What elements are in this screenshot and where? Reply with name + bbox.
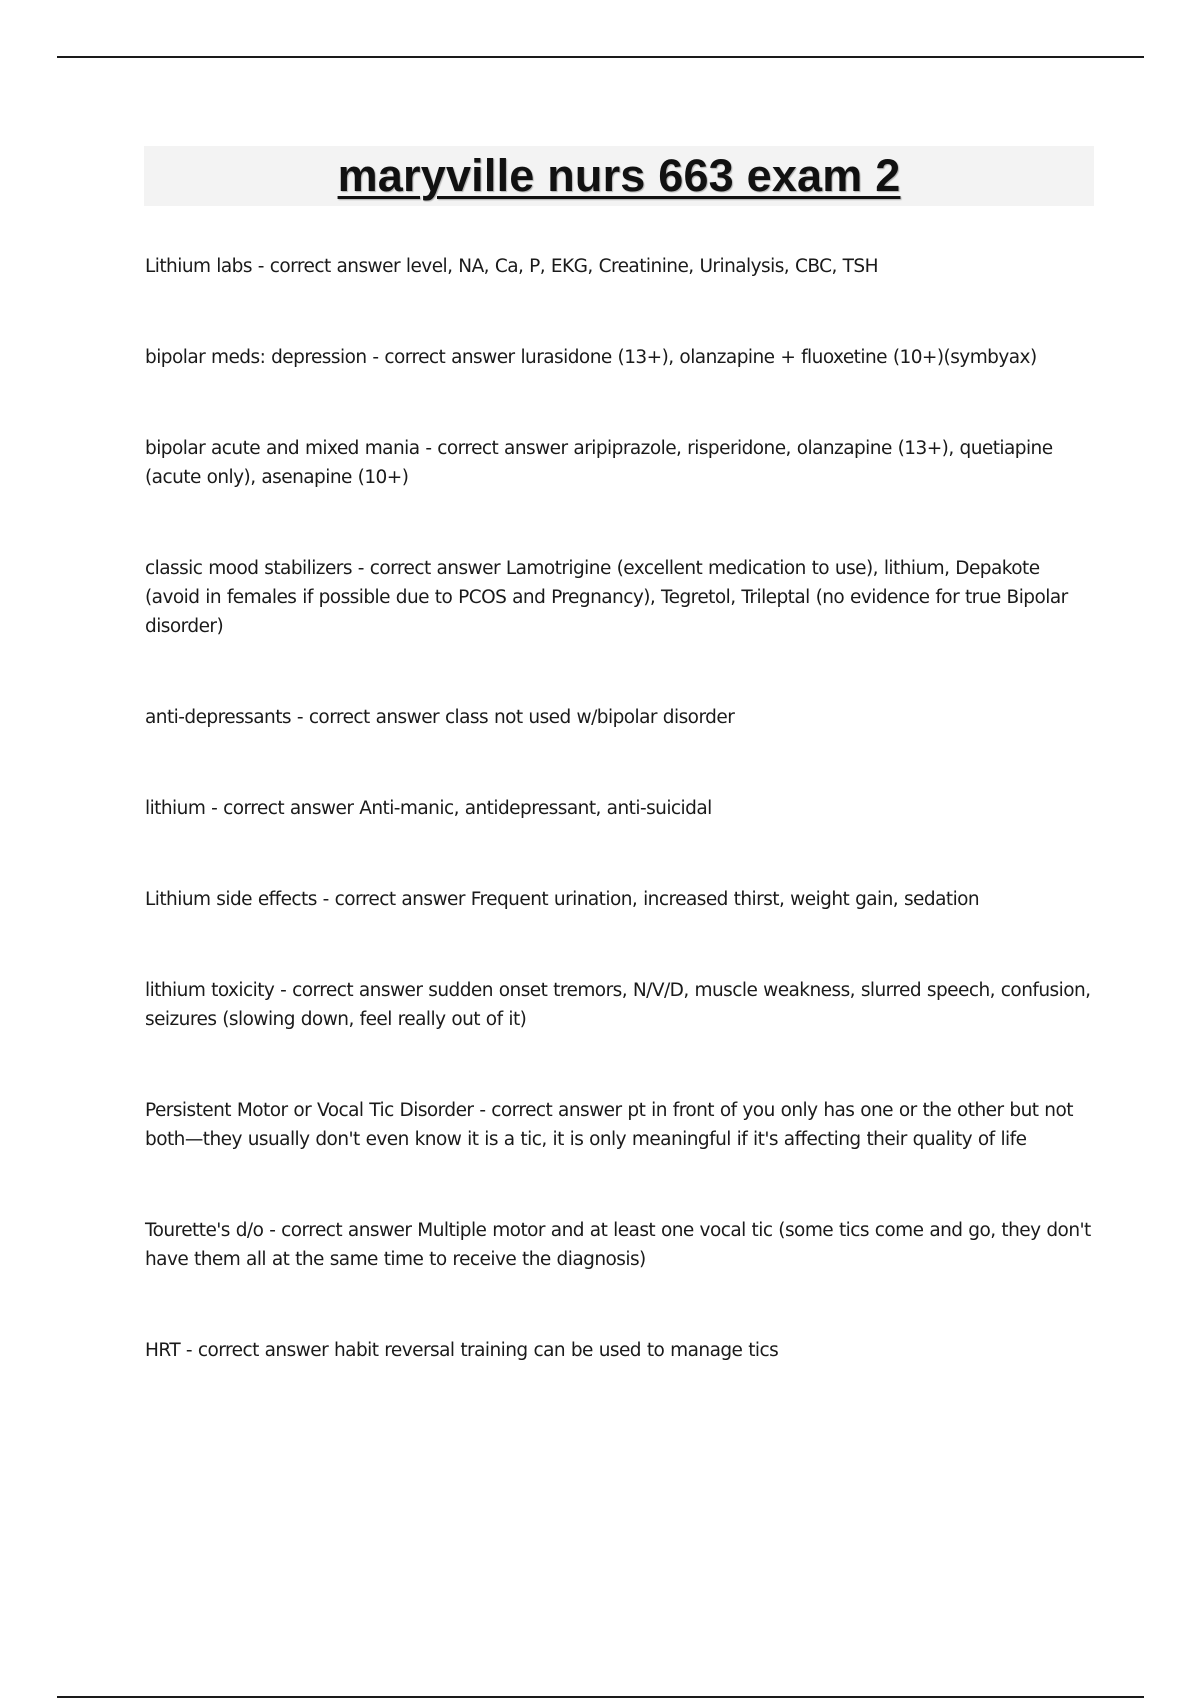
entry-answer: Multiple motor and at least one vocal tic (some tics come and go, they don't have them all at the same time to receive the diagnosis)	[145, 1220, 1091, 1270]
answer-marker: correct answer	[197, 1340, 329, 1361]
answer-marker: correct answer	[437, 438, 568, 459]
entry-answer: class not used w/bipolar disorder	[444, 707, 735, 728]
entry-term: bipolar meds: depression	[145, 347, 367, 368]
answer-marker: correct answer	[384, 347, 515, 368]
flashcard-entry	[145, 554, 1095, 641]
entry-answer: lurasidone (13+), olanzapine + fluoxetine (10+)(symbyax)	[520, 347, 1037, 368]
answer-marker: correct answer	[281, 1220, 412, 1241]
flashcard-entry	[145, 434, 1095, 492]
top-rule	[57, 56, 1144, 58]
entry-term: bipolar acute and mixed mania	[145, 438, 420, 459]
entry-term: classic mood stabilizers	[145, 558, 352, 579]
flashcard-entry	[145, 703, 1095, 732]
entry-answer: Lamotrigine (excellent medication to use), lithium, Depakote (avoid in females if possible due to PCOS and Pregnancy), Tegretol, Trileptal (no evidence for true Bipolar disorder)	[145, 558, 1068, 637]
entry-term: anti-depressants	[145, 707, 292, 728]
entry-term: lithium toxicity	[145, 980, 275, 1001]
bottom-rule	[57, 1696, 1144, 1698]
flashcard-entry	[145, 1096, 1095, 1154]
entry-term: Lithium labs	[145, 256, 252, 277]
entry-answer: Frequent urination, increased thirst, weight gain, sedation	[470, 889, 980, 910]
flashcard-entry	[145, 794, 1095, 823]
entry-answer: pt in front of you only has one or the other but not both—they usually don't even know it is a tic, it is only meaningful if it's affecting their quality of life	[145, 1100, 1073, 1150]
entry-term: Persistent Motor or Vocal Tic Disorder	[145, 1100, 474, 1121]
flashcard-entry	[145, 252, 1095, 281]
title-banner	[144, 146, 1094, 206]
flashcard-entry	[145, 1216, 1095, 1274]
answer-marker: correct answer	[308, 707, 440, 728]
entry-term: lithium	[145, 798, 206, 819]
answer-marker: correct answer	[334, 889, 465, 910]
answer-marker: correct answer	[269, 256, 401, 277]
entry-answer: habit reversal training can be used to manage tics	[334, 1340, 779, 1361]
flashcard-entry	[145, 1336, 1095, 1365]
entry-term: Lithium side effects	[145, 889, 317, 910]
flashcard-entry	[145, 343, 1095, 372]
flashcard-entry	[145, 976, 1095, 1034]
answer-marker: correct answer	[292, 980, 423, 1001]
answer-marker: correct answer	[223, 798, 354, 819]
flashcard-entry	[145, 885, 1095, 914]
entry-answer: aripiprazole, risperidone, olanzapine (13+), quetiapine (acute only), asenapine (10+)	[145, 438, 1053, 488]
entry-answer: Anti-manic, antidepressant, anti-suicidal	[359, 798, 712, 819]
answer-marker: correct answer	[369, 558, 501, 579]
entry-answer: sudden onset tremors, N/V/D, muscle weakness, slurred speech, confusion, seizures (slowing down, feel really out of it)	[145, 980, 1091, 1030]
entry-answer: level, NA, Ca, P, EKG, Creatinine, Urinalysis, CBC, TSH	[405, 256, 878, 277]
answer-marker: correct answer	[491, 1100, 622, 1121]
entry-term: HRT	[145, 1340, 181, 1361]
page-title: maryville nurs 663 exam 2	[337, 150, 901, 201]
entry-term: Tourette's d/o	[145, 1220, 264, 1241]
flashcard-list	[145, 252, 1095, 1427]
